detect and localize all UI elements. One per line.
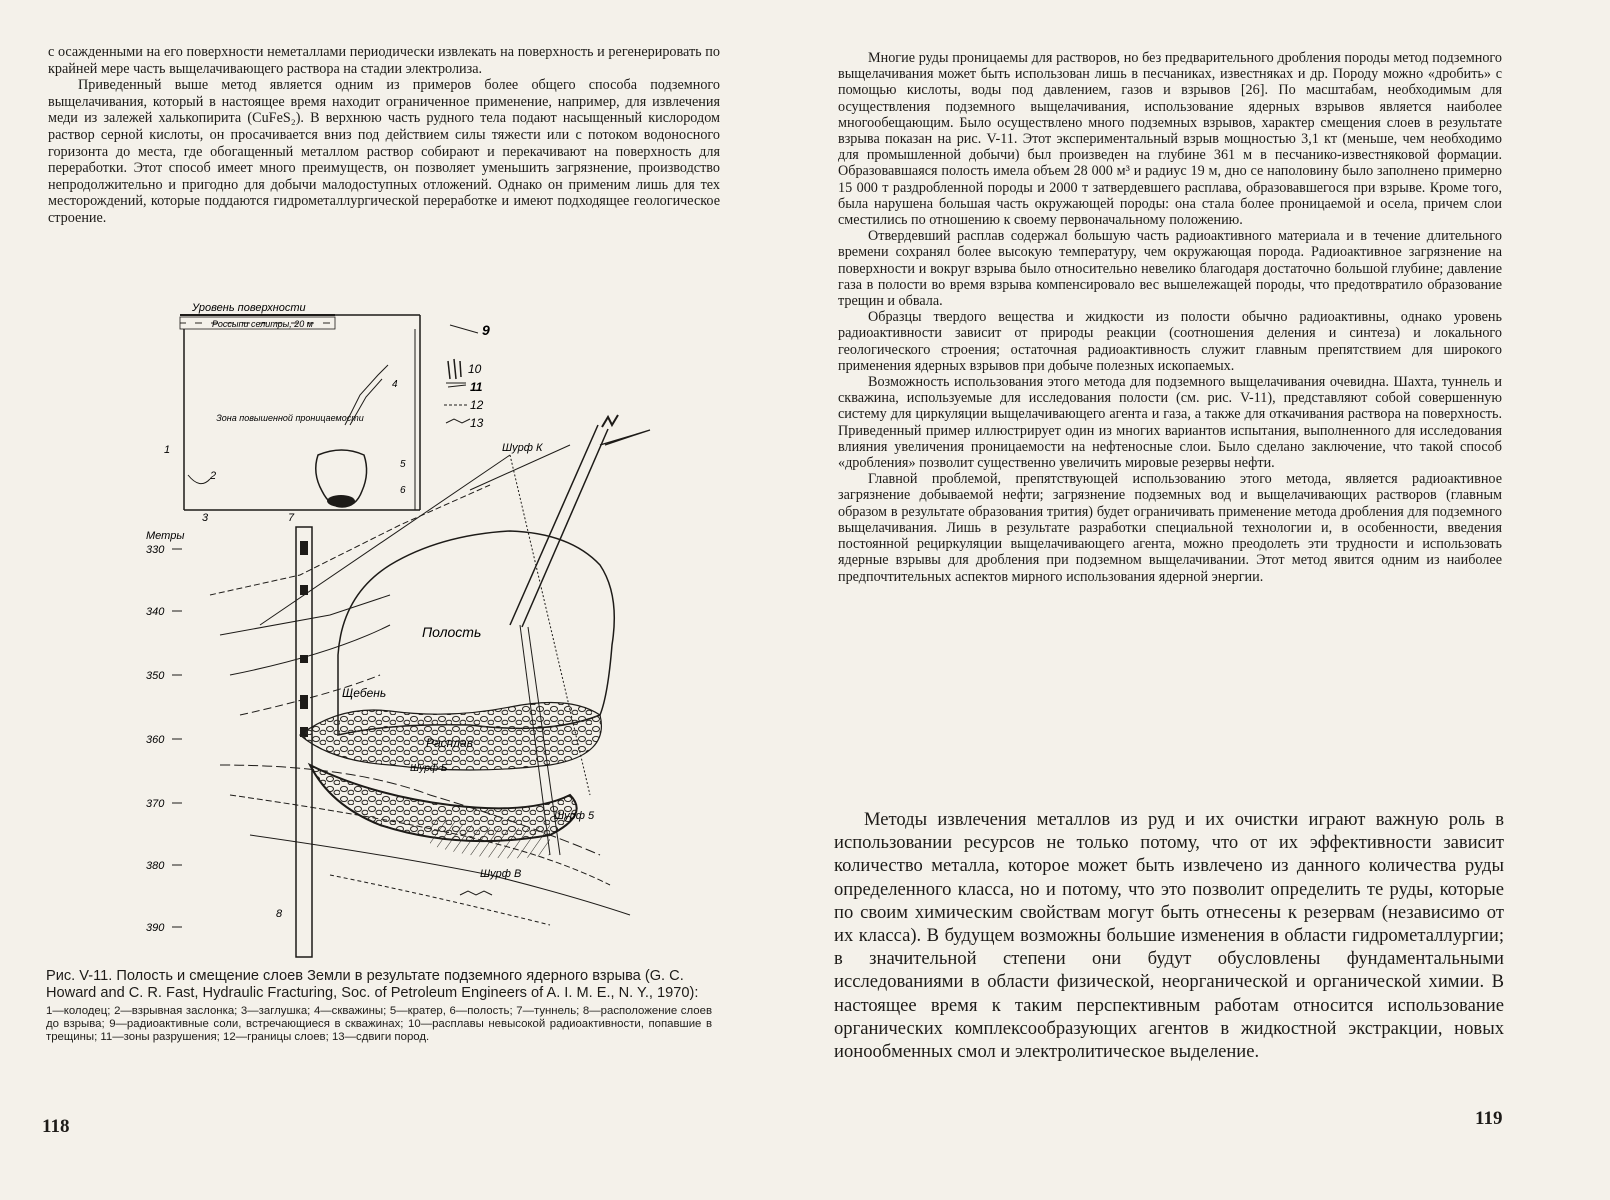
depth-tick-380: 380 — [146, 860, 165, 872]
svg-text:9: 9 — [482, 322, 490, 338]
surface-label: Уровень поверхности — [192, 302, 306, 314]
page-number-right: 119 — [1475, 1108, 1503, 1129]
cavity-structure — [300, 531, 614, 841]
svg-text:8: 8 — [276, 908, 283, 920]
right-large-paragraph: Методы извлечения металлов из руд и их очистки играют важную роль в использовании ресурсов не только потому, что от их эффективности зависит количество металла, которое может быть извлечено из данного количества руды определенного класса, но и потому, что это позволит определить те руды, которые по своим химическим свойствам могут быть отнесены к резервам (независимо от их класса). В будущем возможны большие изменения в области гидрометаллургии; в значительной степени они будут обусловлены фундаментальными исследованиями в области физической, неорганической и органической химии. В настоящее время к таким перспективным работам относится использование органических комплексообразующих агентов в жидкостной экстракции, новых ионообменных смол и электролитическое выделение. — [834, 809, 1504, 1063]
svg-text:1: 1 — [164, 444, 171, 456]
main-well — [276, 527, 312, 957]
depth-tick-340: 340 — [146, 606, 165, 618]
right-large-block — [834, 808, 1504, 1063]
caption-title: Рис. V-11. Полость и смещение слоев Земли в результате подземного ядерного взрыва (G. C. Howard and C. R. Fast, Hydraulic Fracturing, Soc. of Petroleum Engineers of A. I. M. E., N. Y., 1970): — [46, 968, 699, 1001]
svg-text:13: 13 — [470, 416, 484, 430]
svg-text:3: 3 — [202, 512, 209, 524]
depth-tick-370: 370 — [146, 798, 165, 810]
meters-label: Метры — [146, 530, 185, 542]
svg-text:6: 6 — [400, 485, 406, 496]
left-paragraph-1: с осажденными на его поверхности неметаллами периодически извлекать на поверхность и регенерировать по крайней мере часть выщелачивающего раствора на стадии электролиза. — [48, 44, 720, 77]
figure-caption — [46, 968, 712, 1044]
inset-diagram — [164, 302, 420, 524]
right-paragraph-5: Главной проблемой, препятствующей использованию этого метода, является радиоактивное загрязнение добываемой нефти; загрязнение подземных вод и выщелачивающих растворов (главным образом в результате образования трития) будет ограничивать применение метода дробления для подземного выщелачивания. Лишь в результате разработки специальной технологии и, в особенности, введения постоянной рециркуляции выщелачивающего агента, можно преодолеть эти трудности и использовать ядерные взрывы для дробления при подземном выщелачивании. Этот метод явится одним из наиболее предпочтительных аспектов мирного использования ядерной энергии. — [838, 471, 1502, 585]
shaft-v-label: Шурф В — [480, 868, 522, 880]
svg-text:12: 12 — [470, 398, 484, 412]
right-page — [810, 0, 1610, 1200]
left-page — [0, 0, 790, 1200]
shaft-k-label: Шурф К — [502, 442, 543, 454]
rubble-label: Щебень — [342, 686, 387, 700]
depth-tick-390: 390 — [146, 922, 165, 934]
svg-text:10: 10 — [468, 362, 482, 376]
svg-text:7: 7 — [288, 512, 295, 524]
depth-tick-350: 350 — [146, 670, 165, 682]
depth-scale — [146, 530, 184, 934]
right-paragraph-2: Отвердевший расплав содержал большую часть радиоактивного материала и в течение длительного времени сохранял более высокую температуру, чем окружающая порода. Радиоактивное загрязнение на поверхности и вокруг взрыва было относительно невелико благодаря достаточно большой глубине; давление газа в полости во время взрыва компенсировало вес вышележащей породы, что предотвратило образование трещин и обвала. — [838, 228, 1502, 310]
svg-text:4: 4 — [392, 379, 398, 390]
shaft-5-label: Шурф 5 — [554, 810, 595, 822]
right-paragraph-1: Многие руды проницаемы для растворов, но без предварительного дробления породы метод подземного выщелачивания может быть использован лишь в песчаниках, известняках и др. Породу можно «дробить» с помощью кислоты, воды под давлением, газов и взрывов [26]. По масштабам, необходимым для осуществления подземного выщелачивания, использование ядерных взрывов является наиболее многообещающим. Было осуществлено много подземных взрывов, характер смещения слоев в результате взрыва показан на рис. V-11. Этот экспериментальный взрыв мощностью 3,1 кт (меньше, чем необходимо для промышленной добычи) был произведен на глубине 361 м в песчанико-известняковой формации. Образовавшаяся полость имела объем 28 000 м³ и радиус 19 м, дно се наполовину было заполнено примерно 15 000 т раздробленной породы и 2000 т затвердевшего расплава, образовавшегося при взрыве. Кроме того, была нарушена большая часть окружающей породы: она стала более проницаемой и осела, причем слои сместились по отношению к своему первоначальному положению. — [838, 50, 1502, 229]
cavity-label: Полость — [422, 624, 482, 640]
right-text-block — [838, 50, 1502, 585]
shaft-b-label: Шурф Б — [410, 763, 448, 774]
right-paragraph-3: Образцы твердого вещества и жидкости из полости обычно радиоактивны, однако уровень радиоактивности зависит от природы реакции (соотношения деления и синтеза) и локального геологического строения; остаточная радиоактивность служит главным препятствием для широкого применения ядерных взрывов при добыче полезных ископаемых. — [838, 309, 1502, 374]
figure-v11 — [130, 295, 830, 965]
svg-text:5: 5 — [400, 459, 406, 470]
depth-tick-360: 360 — [146, 734, 165, 746]
left-text-block — [48, 44, 720, 227]
alluvium-label: Россыпи селитры, 20 м — [212, 319, 313, 329]
left-paragraph-2: Приведенный выше метод является одним из примеров более общего способа подземного выщелачивания, который в настоящее время находит ограниченное применение, например, для извлечения меди из залежей халькопирита (CuFeS₂). В верхнюю часть рудного тела подают насыщенный кислородом раствор серной кислоты, он просачивается вниз под действием силы тяжести или с потоком водоносного горизонта до места, где обогащенный металлом раствор собирают и перекачивают на поверхность для переработки. Этот способ имеет много преимуществ, он позволяет уменьшить загрязнение, производство непродолжительно и пригодно для добычи малодоступных отложений. Однако он применим лишь для тех месторождений, которые поддаются гидрометаллургической переработке и имеют подходящее геологическое строение. — [48, 77, 720, 226]
zone-label: Зона повышенной проницаемости — [216, 413, 364, 423]
page-number-left: 118 — [42, 1116, 70, 1137]
depth-tick-330: 330 — [146, 544, 165, 556]
legend-symbols — [444, 322, 490, 430]
svg-text:11: 11 — [470, 380, 483, 394]
caption-legend: 1—колодец; 2—взрывная заслонка; 3—заглушка; 4—скважины; 5—кратер, 6—полость; 7—туннель; 8—расположение слоев до взрыва; 9—радиоактивные соли, встречающиеся в скважинах; 10—расплавы невысокой радиоактивности, попавшие в трещины; 11—зоны разрушения; 12—границы слоев; 13—сдвиги пород. — [46, 1005, 712, 1043]
melt-label: Расплав — [426, 736, 473, 750]
right-paragraph-4: Возможность использования этого метода для подземного выщелачивания очевидна. Шахта, туннель и скважина, используемые для исследования полости (см. рис. V-11), представляют собой совершенную систему для циркуляции выщелачивающего агента и газа, а также для откачивания раствора на поверхность. Приведенный пример иллюстрирует один из многих вариантов испытания, выполненного для исследования влияния увеличения проницаемости на нефтеносные слои. Было сделано заключение, что такой способ «дробления» позволит существенно увеличить мировые резервы нефти. — [838, 374, 1502, 472]
svg-text:2: 2 — [210, 470, 217, 482]
